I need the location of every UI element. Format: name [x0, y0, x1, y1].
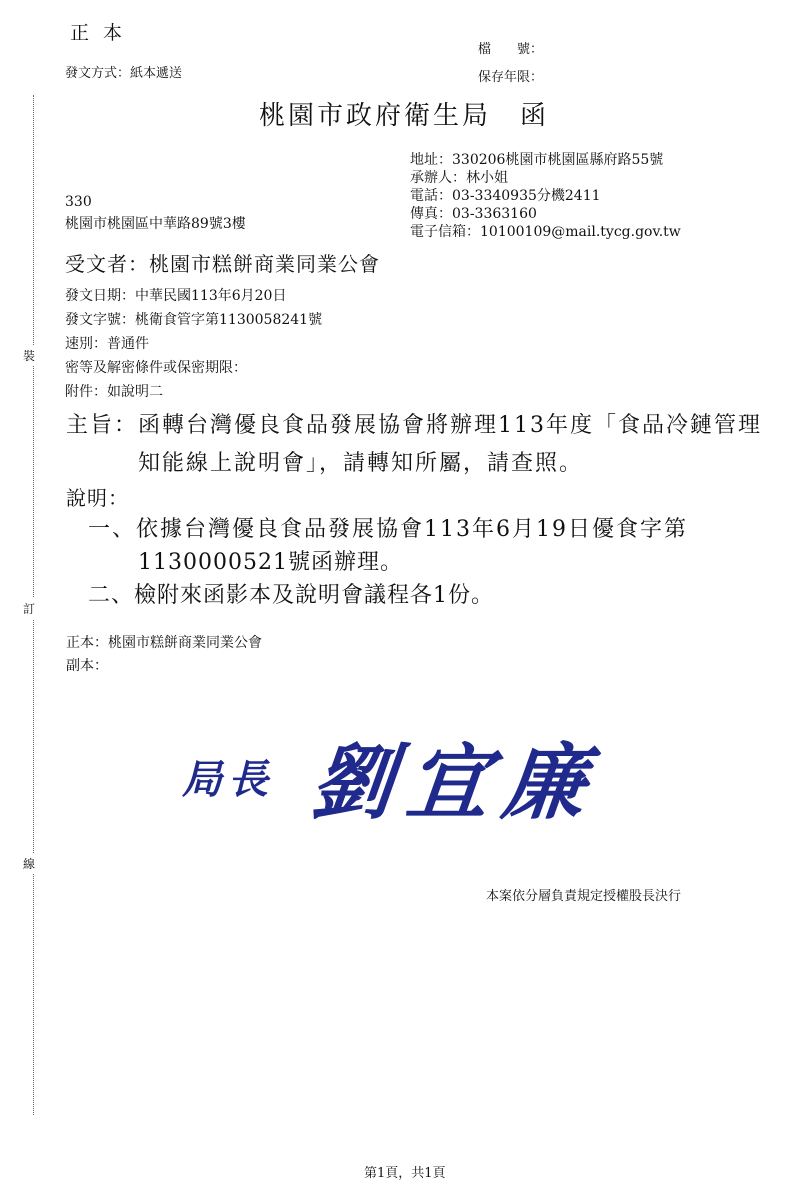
director-signature-stamp — [182, 718, 622, 838]
explanation-item-2: 二、檢附來函影本及說明會議程各1份。 — [88, 583, 494, 608]
distribution-original: 正本：桃園市糕餅商業同業公會 — [66, 635, 262, 651]
copy-label: 正 本 — [70, 22, 127, 44]
recipient: 受文者：桃園市糕餅商業同業公會 — [65, 252, 380, 276]
attachment: 附件：如說明二 — [65, 384, 163, 400]
subject-line-1: 主旨：函轉台灣優良食品發展協會將辦理113年度「食品冷鏈管理 — [66, 413, 762, 438]
distribution-copy: 副本： — [66, 658, 108, 674]
file-number-label: 檔 號： — [478, 42, 544, 57]
contact-handler: 承辦人：林小姐 — [410, 170, 508, 186]
binding-mark-xian: 線 — [23, 853, 35, 874]
recipient-postal-code: 330 — [65, 194, 92, 210]
binding-mark-ding: 訂 — [23, 598, 35, 619]
explanation-label: 說明： — [66, 486, 129, 510]
contact-email: 電子信箱：10100109@mail.tycg.gov.tw — [410, 224, 681, 240]
delivery-speed: 速別：普通件 — [65, 336, 149, 352]
recipient-street-address: 桃園市桃園區中華路89號3樓 — [65, 216, 246, 232]
contact-fax: 傳真：03-3363160 — [410, 206, 537, 222]
delivery-method: 發文方式：紙本遞送 — [65, 66, 183, 81]
explanation-item-1-continued: 1130000521號函辦理。 — [138, 550, 403, 575]
page-footer: 第1頁，共1頁 — [364, 1166, 446, 1181]
signature-title: 局長 — [182, 757, 274, 803]
explanation-item-1: 一、依據台灣優良食品發展協會113年6月19日優食字第 — [88, 517, 688, 542]
binding-mark-zhuang: 裝 — [23, 345, 35, 366]
contact-phone: 電話：03-3340935分機2411 — [410, 188, 601, 204]
contact-address: 地址：330206桃園市桃園區縣府路55號 — [410, 152, 664, 168]
document-number: 發文字號：桃衛食管字第1130058241號 — [65, 312, 323, 328]
signature-name: 劉宜廉 — [306, 735, 605, 831]
subject-line-2: 知能線上說明會」，請轉知所屬，請查照。 — [138, 451, 584, 476]
secrecy-level: 密等及解密條件或保密期限： — [65, 360, 247, 376]
issue-date: 發文日期：中華民國113年6月20日 — [65, 288, 287, 304]
agency-title: 桃園市政府衛生局 函 — [259, 101, 550, 131]
contact-block — [410, 151, 681, 241]
authorization-note: 本案依分層負責規定授權股長決行 — [486, 889, 682, 904]
retention-label: 保存年限： — [478, 70, 544, 85]
document-meta — [65, 284, 322, 404]
